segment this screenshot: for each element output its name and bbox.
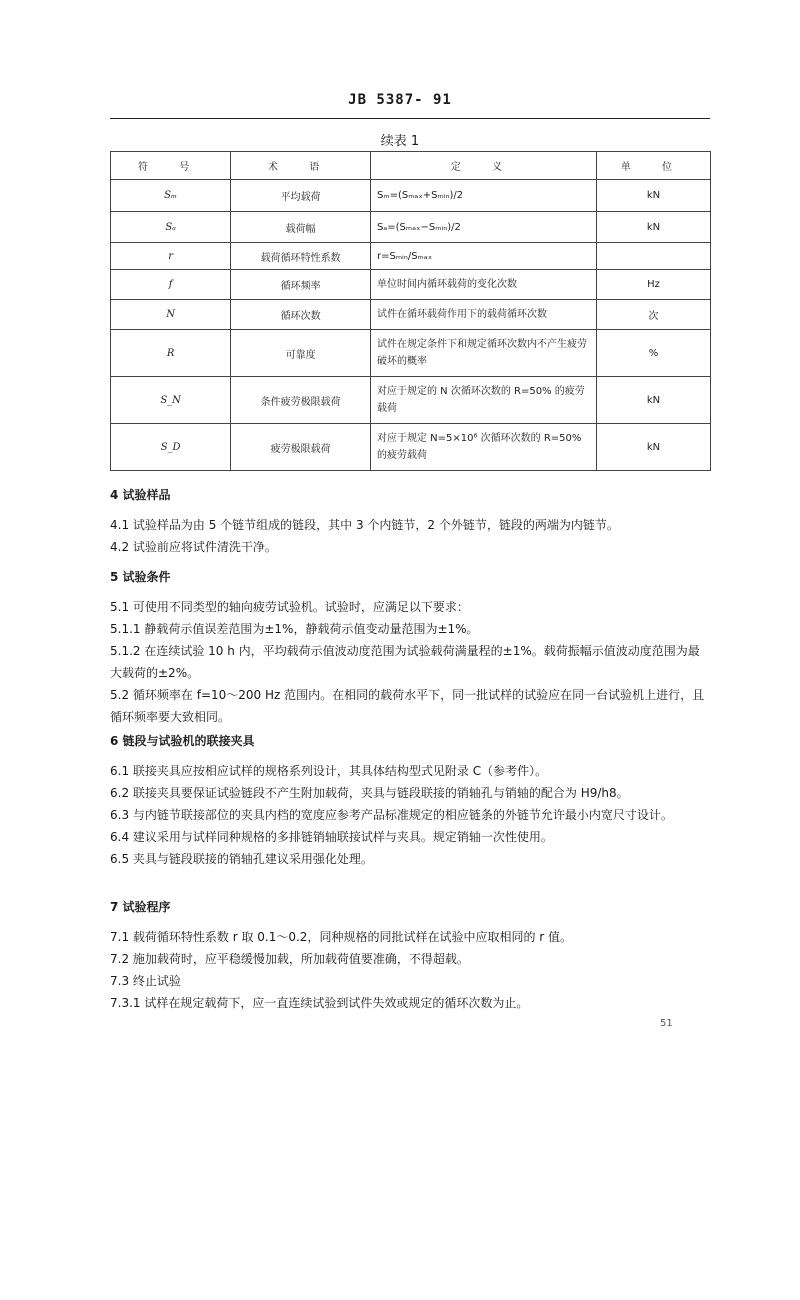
- cell-unit: %: [596, 330, 710, 377]
- section-5: [110, 566, 710, 728]
- cell-symbol: N: [111, 300, 231, 330]
- cell-unit: kN: [596, 180, 710, 212]
- table-row: [111, 377, 711, 424]
- document-header: JB 5387- 91: [348, 92, 452, 108]
- cell-term: 载荷幅: [231, 212, 371, 243]
- paragraph: 7.2 施加载荷时，应平稳缓慢加载，所加载荷值要准确，不得超载。: [110, 952, 469, 966]
- cell-unit: kN: [596, 212, 710, 243]
- paragraph: 5.1.2 在连续试验 10 h 内，平均载荷示值波动度范围为试验载荷满量程的±1%。载荷振幅示值波动度范围为最大载荷的±2%。: [110, 644, 700, 680]
- cell-symbol: Sₐ: [111, 212, 231, 243]
- paragraph: 6.5 夹具与链段联接的销轴孔建议采用强化处理。: [110, 852, 373, 866]
- table-row: [111, 270, 711, 300]
- header-term: 术 语: [231, 152, 371, 180]
- table-row: [111, 300, 711, 330]
- table-header-row: [111, 152, 711, 180]
- cell-definition: 试件在规定条件下和规定循环次数内不产生疲劳破坏的概率: [370, 330, 596, 377]
- cell-term: 平均载荷: [231, 180, 371, 212]
- cell-definition: r=Sₘᵢₙ/Sₘₐₓ: [370, 243, 596, 270]
- paragraph: 5.1 可使用不同类型的轴向疲劳试验机。试验时，应满足以下要求：: [110, 600, 469, 614]
- cell-unit: 次: [596, 300, 710, 330]
- cell-term: 载荷循环特性系数: [231, 243, 371, 270]
- cell-symbol: Sₘ: [111, 180, 231, 212]
- cell-definition: Sₘ=(Sₘₐₓ+Sₘᵢₙ)/2: [370, 180, 596, 212]
- cell-symbol: r: [111, 243, 231, 270]
- header-unit: 单 位: [596, 152, 710, 180]
- paragraph: 7.1 载荷循环特性系数 r 取 0.1～0.2，同种规格的同批试样在试验中应取相同的 r 值。: [110, 930, 573, 944]
- paragraph: 7.3 终止试验: [110, 974, 181, 988]
- cell-term: 条件疲劳极限载荷: [231, 377, 371, 424]
- section-title: 4 试验样品: [110, 488, 171, 502]
- terms-table: [110, 151, 711, 471]
- cell-definition: 对应于规定 N=5×10⁶ 次循环次数的 R=50%的疲劳载荷: [370, 424, 596, 471]
- paragraph: 6.3 与内链节联接部位的夹具内档的宽度应参考产品标准规定的相应链条的外链节允许最小内宽尺寸设计。: [110, 808, 673, 822]
- section-7: [110, 896, 710, 1014]
- cell-symbol: S_D: [111, 424, 231, 471]
- cell-symbol: f: [111, 270, 231, 300]
- header-definition: 定 义: [370, 152, 596, 180]
- table-row: [111, 243, 711, 270]
- table-row: [111, 212, 711, 243]
- paragraph: 6.1 联接夹具应按相应试样的规格系列设计，其具体结构型式见附录 C（参考件）。: [110, 764, 548, 778]
- cell-unit: [596, 243, 710, 270]
- table-row: [111, 330, 711, 377]
- cell-term: 疲劳极限载荷: [231, 424, 371, 471]
- section-title: 6 链段与试验机的联接夹具: [110, 734, 255, 748]
- cell-unit: Hz: [596, 270, 710, 300]
- section-title: 7 试验程序: [110, 900, 171, 914]
- cell-unit: kN: [596, 377, 710, 424]
- cell-symbol: R: [111, 330, 231, 377]
- paragraph: 5.1.1 静载荷示值误差范围为±1%，静载荷示值变动量范围为±1%。: [110, 622, 479, 636]
- page-number: 51: [660, 1018, 673, 1029]
- paragraph: 5.2 循环频率在 f=10～200 Hz 范围内。在相同的载荷水平下，同一批试样的试验应在同一台试验机上进行，且循环频率要大致相同。: [110, 688, 705, 724]
- section-title: 5 试验条件: [110, 570, 171, 584]
- cell-symbol: S_N: [111, 377, 231, 424]
- paragraph: 7.3.1 试样在规定载荷下，应一直连续试验到试件失效或规定的循环次数为止。: [110, 996, 529, 1010]
- table-row: [111, 180, 711, 212]
- table-row: [111, 424, 711, 471]
- section-6: [110, 730, 710, 870]
- header-symbol: 符 号: [111, 152, 231, 180]
- cell-term: 循环频率: [231, 270, 371, 300]
- paragraph: 6.4 建议采用与试样同种规格的多排链销轴联接试样与夹具。规定销轴一次性使用。: [110, 830, 553, 844]
- cell-definition: Sₐ=(Sₘₐₓ−Sₘᵢₙ)/2: [370, 212, 596, 243]
- cell-term: 循环次数: [231, 300, 371, 330]
- section-4: [110, 484, 710, 558]
- table-caption: 续表 1: [380, 134, 420, 149]
- paragraph: 4.2 试验前应将试件清洗干净。: [110, 540, 277, 554]
- cell-term: 可靠度: [231, 330, 371, 377]
- cell-definition: 试件在循环载荷作用下的载荷循环次数: [370, 300, 596, 330]
- cell-definition: 对应于规定的 N 次循环次数的 R=50% 的疲劳载荷: [370, 377, 596, 424]
- paragraph: 6.2 联接夹具要保证试验链段不产生附加载荷，夹具与链段联接的销轴孔与销轴的配合为 H9/h8。: [110, 786, 629, 800]
- header-rule: [110, 118, 710, 119]
- cell-unit: kN: [596, 424, 710, 471]
- cell-definition: 单位时间内循环载荷的变化次数: [370, 270, 596, 300]
- paragraph: 4.1 试验样品为由 5 个链节组成的链段，其中 3 个内链节，2 个外链节，链段的两端为内链节。: [110, 518, 619, 532]
